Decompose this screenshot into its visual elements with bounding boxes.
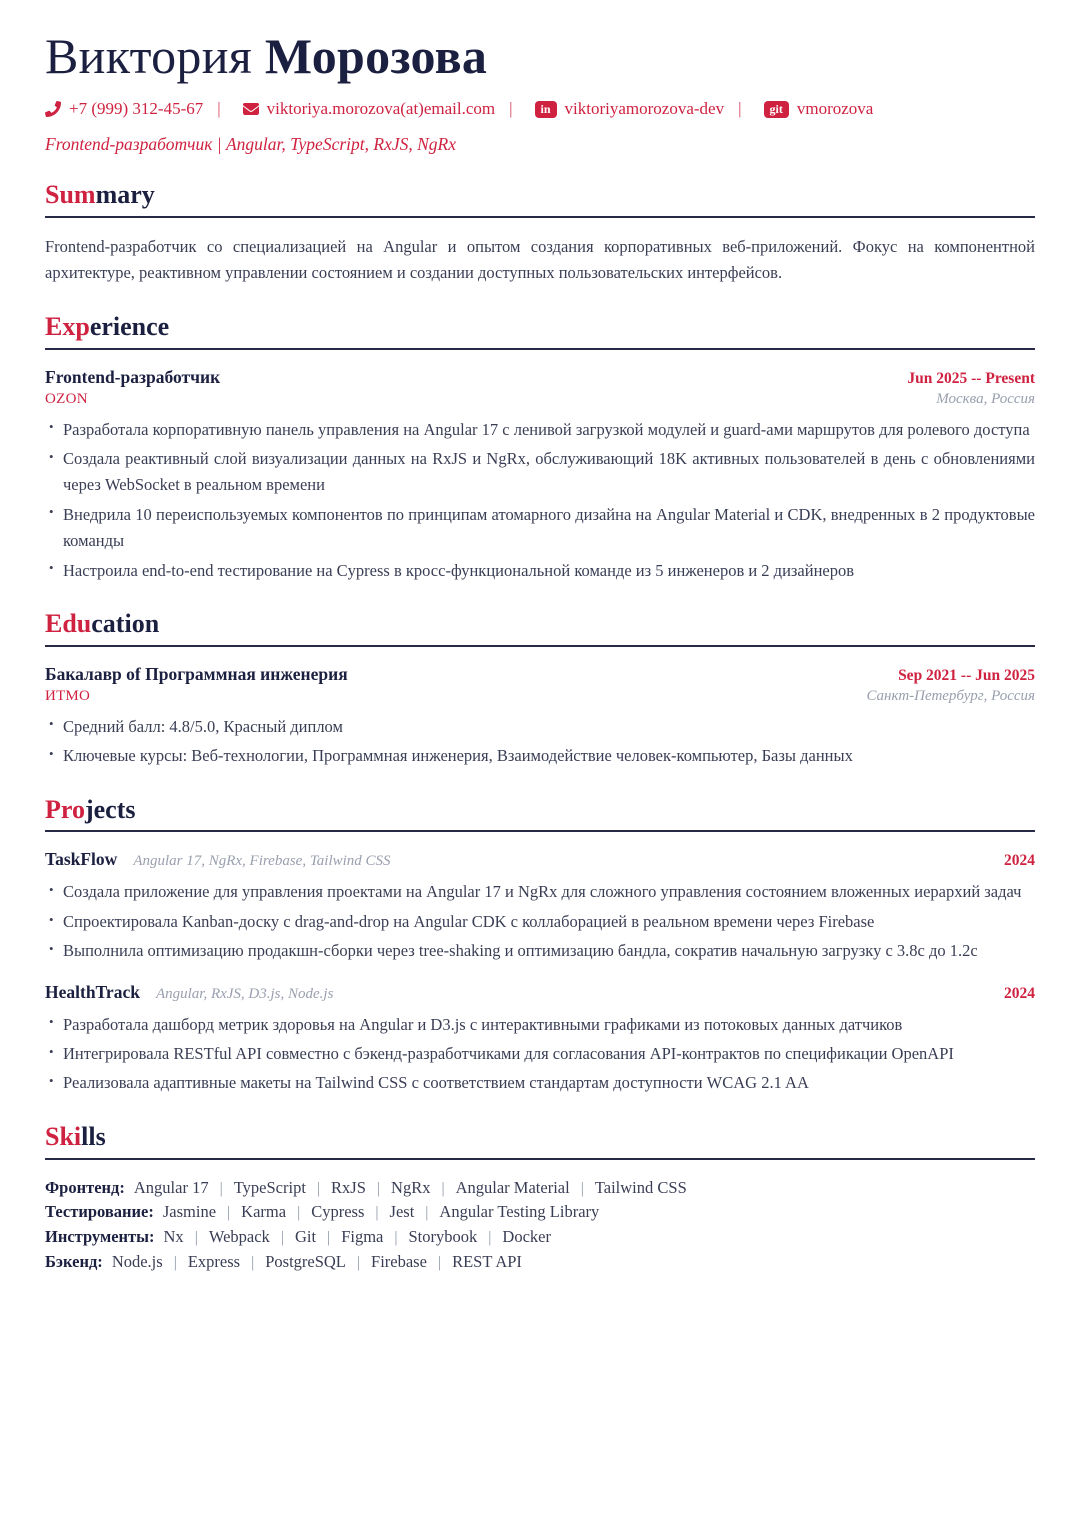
skill-item: | Figma [316,1227,383,1246]
skill-item: | Webpack [184,1227,270,1246]
git-badge: | git [764,101,789,118]
skill-item: Jasmine [162,1202,217,1222]
skill-item: | Firebase [346,1252,427,1271]
contact-linkedin[interactable] [495,99,724,119]
section-title-accent: Exp [45,311,90,341]
experience-bullets [45,417,1035,584]
role-title: Frontend-разработчик [45,366,221,387]
skill-item: | PostgreSQL [240,1252,346,1271]
contact-email[interactable] [203,99,495,119]
contact-email-label: | viktoriya.morozova(at)email.com [266,99,496,118]
skill-item: | NgRx [366,1178,431,1197]
section-title-experience [45,312,1035,350]
bullet-item: • Ключевые курсы: Веб-технологии, Программная инженерия, Взаимодействие человек-компьютер, Базы данных [45,743,1035,769]
contact-row [45,99,1035,119]
section-title-rest: lls [81,1121,106,1151]
bullet-item: • Внедрила 10 переиспользуемых компонентов по принципам атомарного дизайна на Angular Material и CDK, внедренных в 2 продуктовые команды [45,502,1035,555]
bullet-item: • Спроектировала Kanban-доску с drag-and-drop на Angular CDK с коллаборацией в реальном времени через Firebase [45,909,1035,935]
phone-icon [45,101,61,117]
bullet-item: • Реализовала адаптивные макеты на Tailwind CSS с соответствием стандартам доступности WCAG 2.1 AA [45,1070,1035,1096]
section-title-accent: Edu [45,608,92,638]
section-skills [45,1122,1035,1275]
entry-location: Москва, Россия [936,390,1035,407]
section-summary [45,180,1035,287]
contact-linkedin-label: viktoriyamorozova-dev [564,99,725,118]
project-tech: Angular, RxJS, D3.js, Node.js [155,985,334,1002]
project-year: 2024 [1004,984,1035,1002]
skill-item: | Docker [477,1227,551,1246]
section-title-rest: cation [91,608,160,638]
skill-item: | Karma [216,1202,286,1221]
bullet-item: • Разработала дашборд метрик здоровья на Angular и D3.js с интерактивными графиками из потоковых данных датчиков [45,1012,1035,1038]
bullet-item: • Создала приложение для управления проектами на Angular 17 и NgRx для сложного управления состоянием вложенных иерархий задач [45,879,1035,905]
linkedin-in-badge: | in [535,101,557,118]
skill-item: | TypeScript [209,1178,306,1197]
contact-phone-label: +7 (999) 312-45-67 [69,99,204,118]
skill-category-label: Фронтенд: [45,1177,125,1197]
section-title-accent: Sum [45,180,96,209]
project-year: 2024 [1004,852,1035,870]
last-name: Морозова [264,28,488,84]
summary-text: Frontend-разработчик со специализацией на Angular и опытом создания корпоративных веб-приложений. Фокус на компонентной архитектуре, реактивном управлении состоянием и создании доступных пользовательских интерфейсов. [45,236,1035,283]
bullet-item: • Интегрировала RESTful API совместно с бэкенд-разработчиками для согласования API-контрактов по спецификации OpenAPI [45,1041,1035,1067]
skills-row-frontend [45,1176,1035,1201]
project-entry [45,982,1035,1097]
project-title: HealthTrack [45,981,140,1002]
person-name [45,28,1035,84]
project-title: TaskFlow [45,849,118,870]
entry-dates: Sep 2021 -- Jun 2025 [898,666,1035,684]
section-title-summary [45,180,1035,218]
education-entry [45,664,1035,770]
section-education [45,609,1035,770]
skill-item: Nx [163,1227,184,1247]
bullet-item: • Средний балл: 4.8/5.0, Красный диплом [45,714,1035,740]
section-title-skills [45,1122,1035,1160]
first-name: Виктория [45,28,253,84]
section-title-education [45,609,1035,647]
resume-header [45,28,1035,155]
envelope-icon [243,101,259,117]
experience-entry [45,367,1035,584]
bullet-item: • Настроила end-to-end тестирование на Cypress в кросс-функциональной команде из 5 инженеров и 2 дизайнеров [45,558,1035,584]
section-experience [45,312,1035,584]
contact-github-label: vmorozova [796,99,874,118]
section-title-rest: erience [89,311,170,341]
tagline: Frontend-разработчик | Angular, TypeScript, RxJS, NgRx [45,134,456,154]
skill-item: | Express [163,1252,240,1271]
degree-title: Бакалавр of Программная инженерия [45,663,348,684]
contact-github[interactable] [724,99,873,119]
entry-location: Санкт-Петербург, Россия [866,687,1035,704]
section-title-accent: Ski [45,1121,82,1151]
project-bullets [45,1012,1035,1097]
skills-block [45,1176,1035,1275]
bullet-item: • Разработала корпоративную панель управления на Angular 17 с ленивой загрузкой модулей и guard-ами маршрутов для ролевого доступа [45,417,1035,443]
skills-row-tools [45,1225,1035,1250]
bullet-item: • Выполнила оптимизацию продакшн-сборки через tree-shaking и оптимизацию бандла, сократив начальную загрузку с 3.8с до 1.2с [45,938,1035,964]
skill-item: | Angular Testing Library [414,1202,599,1221]
bullet-item: • Создала реактивный слой визуализации данных на RxJS и NgRx, обслуживающий 18K активных пользователей в день с обновлениями через WebSocket в реальном времени [45,446,1035,499]
skill-item: | Tailwind CSS [570,1178,687,1197]
skill-item: | Storybook [383,1227,477,1246]
skill-item: | Git [270,1227,316,1246]
company-name: OZON [45,390,88,407]
skill-category-label: Бэкенд: [45,1251,103,1271]
skill-item: | Cypress [286,1202,364,1221]
skills-row-testing [45,1200,1035,1225]
skill-item: | Jest [364,1202,414,1221]
skills-row-backend [45,1250,1035,1275]
section-title-projects [45,795,1035,833]
section-projects [45,795,1035,1097]
contact-phone[interactable] [45,99,203,119]
entry-dates: Jun 2025 -- Present [907,369,1035,387]
project-tech: Angular 17, NgRx, Firebase, Tailwind CSS [133,853,391,870]
skill-item: | RxJS [306,1178,366,1197]
skill-item: | Angular Material [430,1178,569,1197]
school-name: ИТМО [45,687,91,704]
project-entry [45,849,1035,964]
skill-item: | REST API [427,1252,522,1271]
project-bullets [45,879,1035,964]
skill-category-label: Инструменты: [45,1227,155,1247]
section-title-rest: mary [95,180,155,209]
skill-category-label: Тестирование: [45,1202,154,1222]
skill-item: Angular 17 [133,1177,209,1197]
education-bullets [45,714,1035,770]
skill-item: Node.js [111,1251,163,1271]
section-title-rest: jects [84,794,136,824]
section-title-accent: Pro [45,794,85,824]
